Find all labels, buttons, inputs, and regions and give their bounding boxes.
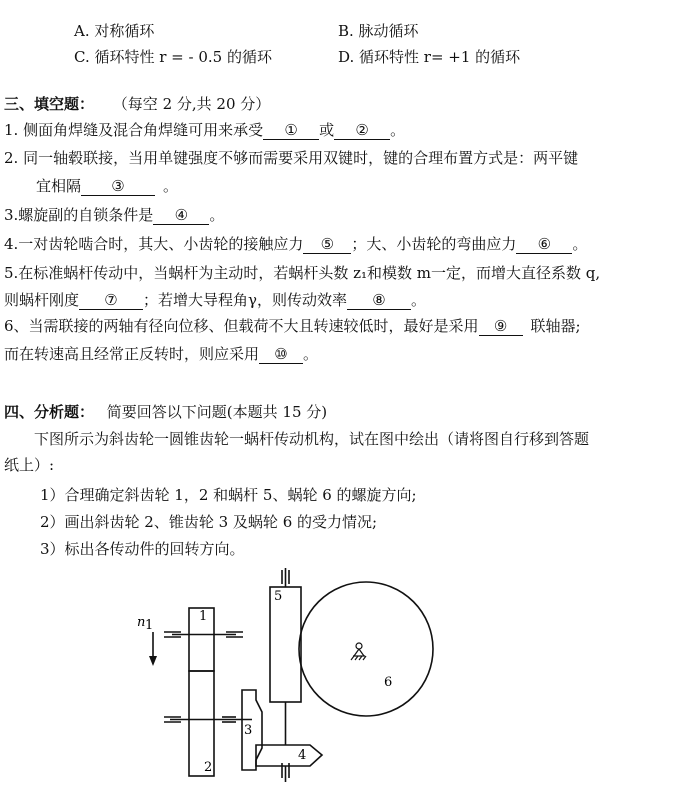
blank-9[interactable]: ⑨ [479,318,523,336]
blank-2[interactable]: ② [334,122,390,140]
blank-1[interactable]: ① [263,122,319,140]
blank-6[interactable]: ⑥ [516,236,572,254]
q4-text: 4.一对齿轮啮合时，其大、小齿轮的接触应力 [4,235,304,253]
q3-text: 3.螺旋副的自锁条件是 [4,206,154,224]
section3-title: 三、填空题： [4,95,95,113]
wheel-hub-icon [351,643,366,660]
q6-post1: 联轴器; [530,317,581,335]
label-worm-5: 5 [274,589,283,604]
section3-note: （每空 2 分,共 20 分） [112,95,271,113]
blank-7[interactable]: ⑦ [79,292,143,310]
label-gear-4: 4 [298,748,307,763]
q5-text: 则蜗杆刚度 [4,291,80,309]
n1-label: n [137,615,146,630]
choice-a: A. 对称循环 [74,22,155,40]
choice-c: C. 循环特性 r = - 0.5 的循环 [74,48,272,66]
q6-text: 6、当需联接的两轴有径向位移、但载荷不大且转速较低时，最好是采用 [4,317,479,335]
label-gear-2: 2 [204,760,213,775]
bevel-gear-4 [256,745,322,766]
task-item-2: 2）画出斜齿轮 2、锥齿轮 3 及蜗轮 6 的受力情况; [40,513,378,531]
label-gear-1: 1 [199,609,208,624]
n1-subscript: 1 [145,618,154,633]
blank-3[interactable]: ③ [81,178,155,196]
task-item-1: 1）合理确定斜齿轮 1，2 和蜗杆 5、蜗轮 6 的螺旋方向; [40,486,417,504]
n1-arrow-head [149,656,157,666]
q6-post2: 。 [303,345,319,363]
label-gear-3: 3 [244,723,253,738]
question-5-line1: 5.在标准蜗杆传动中，当蜗杆为主动时，若蜗杆头数 z₁和模数 m一定，而增大直径系数 q, [4,264,601,282]
question-2-line1: 2. 同一轴毂联接，当用单键强度不够而需要采用双键时，键的合理布置方式是：两平键 [4,149,579,167]
q3-post: 。 [209,206,225,224]
q2-text: 宜相隔 [36,177,82,195]
label-wheel-6: 6 [384,675,393,690]
q1-text: 1. 侧面角焊缝及混合角焊缝可用来承受 [4,121,264,139]
section4-intro-line2: 纸上）: [4,456,55,474]
choice-d: D. 循环特性 r= +1 的循环 [338,48,521,66]
q6-text2: 而在转速高且经常正反转时，则应采用 [4,345,260,363]
worm-5 [270,587,301,702]
section4-note: 简要回答以下问题(本题共 15 分) [106,403,328,421]
q4-mid: ；大、小齿轮的弯曲应力 [351,235,517,253]
q4-post: 。 [572,235,588,253]
blank-8[interactable]: ⑧ [347,292,411,310]
section4-intro-line1: 下图所示为斜齿轮一圆锥齿轮一蜗杆传动机构，试在图中绘出（请将图自行移到答题 [34,430,590,448]
blank-5[interactable]: ⑤ [303,236,351,254]
section4-title: 四、分析题： [4,403,95,421]
q1-post: 。 [390,121,406,139]
worm-wheel-6 [299,582,433,716]
q1-mid: 或 [319,121,335,139]
task-item-3: 3）标出各传动件的回转方向。 [40,540,245,558]
q5-mid: ；若增大导程角γ，则传动效率 [143,291,347,309]
blank-10[interactable]: ⑩ [259,346,303,364]
choice-b: B. 脉动循环 [338,22,419,40]
q2-post: 。 [163,177,179,195]
q5-post: 。 [410,291,426,309]
blank-4[interactable]: ④ [153,207,209,225]
